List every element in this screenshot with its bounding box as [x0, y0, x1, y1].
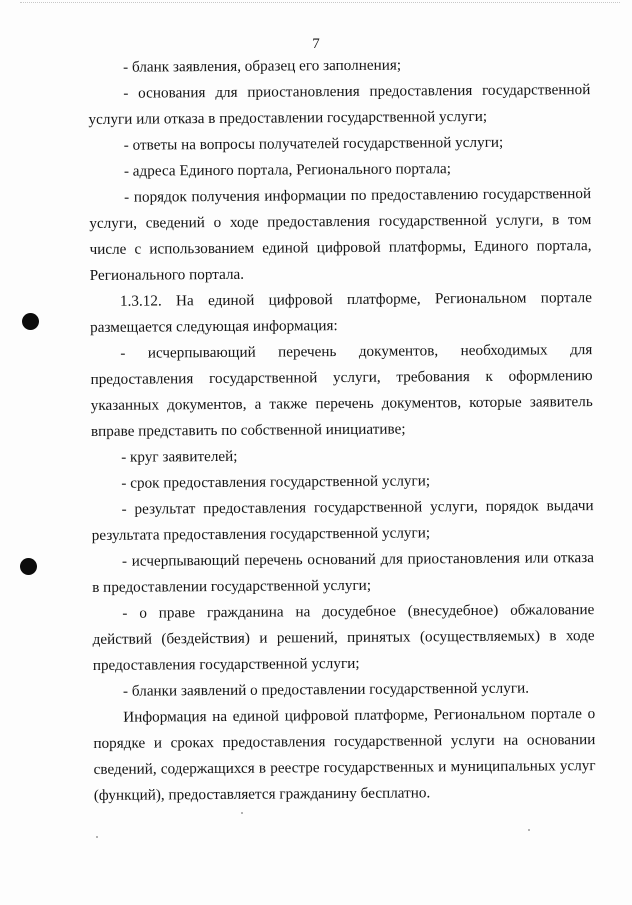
- list-item: - адреса Единого портала, Регионального портала;: [123, 160, 452, 180]
- scan-speck: [528, 829, 530, 831]
- scan-speck: [241, 812, 243, 814]
- list-item: - ответы на вопросы получателей государственной услуги;: [123, 133, 504, 154]
- list-item: - круг заявителей;: [121, 447, 238, 466]
- section-paragraph: 1.3.12. На единой цифровой платформе, Региональном портале размещается следующая информация:: [90, 289, 592, 336]
- list-item: - результат предоставления государственной услуги, порядок выдачи результата предоставления государственной услуги;: [91, 497, 594, 544]
- list-item: - порядок получения информации по предоставлению государственной услуги, сведений о ходе предоставления государственной услуги, в том числе с использованием единой цифровой платформы, Единого портала, Регионального портала.: [89, 185, 592, 284]
- punch-hole: [20, 558, 37, 575]
- list-item: - исчерпывающий перечень документов, необходимых для предоставления государственной услуги, требования к оформлению указанных документов, а также перечень документов, которые заявитель вправе представить по собственной инициативе;: [90, 341, 593, 440]
- list-item: - бланк заявления, образец его заполнения;: [123, 56, 402, 76]
- scan-edge: [20, 2, 620, 4]
- list-item: - бланки заявлений о предоставлении государственной услуги.: [122, 679, 530, 700]
- list-item: - основания для приостановления предоставления государственной услуги или отказа в предоставлении государственной услуги;: [88, 81, 591, 128]
- punch-hole: [22, 313, 39, 330]
- closing-paragraph: Информация на единой цифровой платформе, Региональном портале о порядке и сроках предоставления государственной услуги на основании сведений, содержащихся в реестре государственных и муниципальных услуг (функций), предоставляется гражданину бесплатно.: [93, 705, 596, 804]
- list-item: - о праве гражданина на досудебное (внесудебное) обжалование действий (бездействия) и решений, принятых (осуществляемых) в ходе предоставления государственной услуги;: [92, 601, 595, 674]
- scan-speck: [96, 836, 98, 838]
- document-body: [88, 51, 596, 809]
- list-item: - исчерпывающий перечень оснований для приостановления или отказа в предоставлении государственной услуги;: [92, 549, 595, 596]
- page-number: 7: [312, 36, 320, 52]
- list-item: - срок предоставления государственной услуги;: [121, 472, 431, 492]
